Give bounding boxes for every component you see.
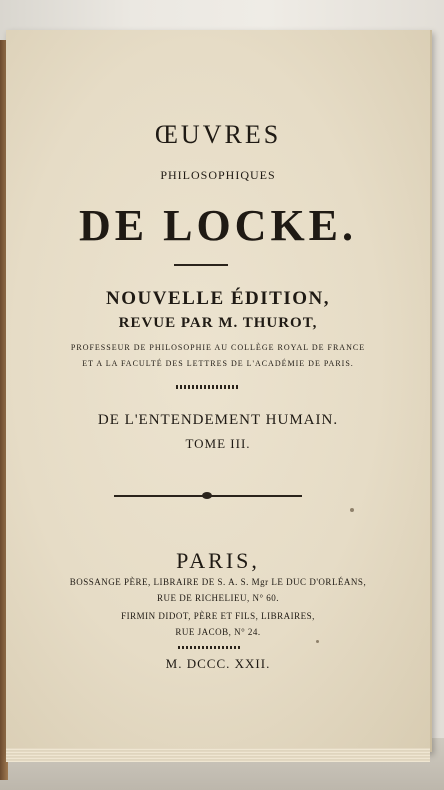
publisher-2-line-1: FIRMIN DIDOT, PÈRE ET FILS, LIBRAIRES,: [121, 611, 315, 621]
editor-credentials-line-1: PROFESSEUR DE PHILOSOPHIE AU COLLÈGE ROYAL DE FRANCE: [70, 343, 366, 352]
imprint-city: PARIS,: [176, 548, 260, 573]
publisher-2-line-2: RUE JACOB, N° 24.: [175, 627, 261, 637]
title-oeuvres: ŒUVRES: [154, 120, 282, 149]
page-edges: [6, 748, 430, 762]
volume-number: TOME III.: [185, 436, 251, 451]
publisher-1-line-2: RUE DE RICHELIEU, N° 60.: [156, 593, 280, 603]
foxing-spot: [350, 508, 354, 512]
title-page: [6, 30, 432, 752]
ornament-divider-small: [178, 646, 242, 649]
rule-divider: [174, 264, 228, 266]
ornament-divider: [176, 385, 240, 389]
title-author: DE LOCKE.: [78, 201, 358, 250]
edition-text: NOUVELLE ÉDITION,: [106, 288, 330, 309]
publisher-1-line-1: BOSSANGE PÈRE, LIBRAIRE DE S. A. S. Mgr LE DUC D'ORLÉANS,: [69, 577, 367, 587]
imprint-date: M. DCCC. XXII.: [165, 656, 271, 671]
rule-ornament-center: [202, 492, 212, 499]
editor-text: REVUE PAR M. THUROT,: [118, 315, 318, 331]
editor-credentials-line-2: ET A LA FACULTÉ DES LETTRES DE L'ACADÉMIE DE PARIS.: [82, 359, 354, 368]
title-philosophiques: PHILOSOPHIQUES: [160, 168, 276, 182]
foxing-spot: [316, 640, 319, 643]
work-title: DE L'ENTENDEMENT HUMAIN.: [97, 412, 339, 428]
